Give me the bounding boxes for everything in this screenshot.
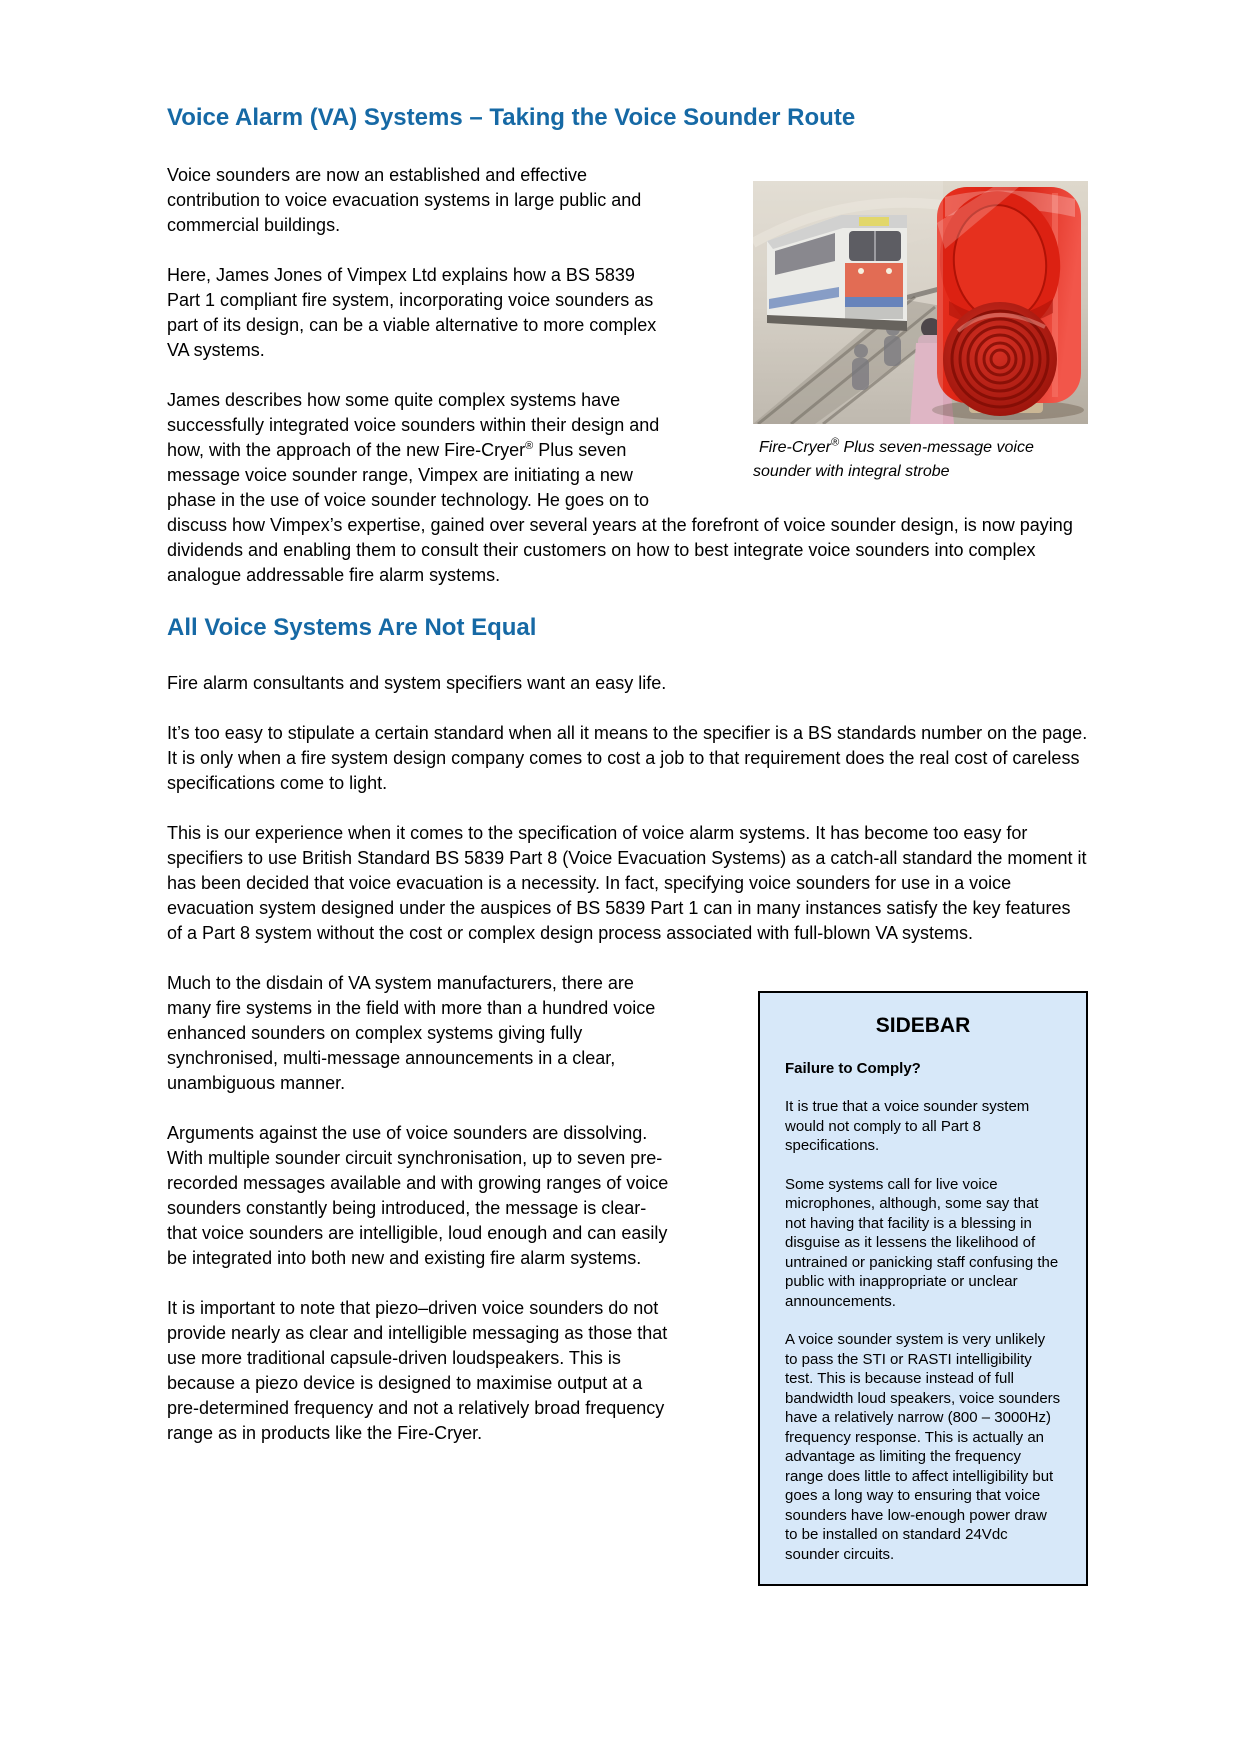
paragraph-9: It is important to note that piezo–driven voice sounders do not provide nearly as clear and intelligible messaging as those that use more traditional capsule-driven loudspeakers. This is because a piezo device is designed to maximise output at a pre-determined frequency and not a relatively broad frequency range as in products like the Fire-Cryer. — [167, 1298, 668, 1443]
station-sounder-illustration — [753, 181, 1088, 424]
paragraph-4: Fire alarm consultants and system specifiers want an easy life. — [167, 673, 667, 693]
article-title: Voice Alarm (VA) Systems – Taking the Voice Sounder Route — [167, 104, 856, 131]
paragraph-8: Arguments against the use of voice sounders are dissolving. With multiple sounder circuit synchronisation, up to seven pre-recorded messages available and with growing ranges of voice sounders constantly being introduced, the message is clear-that voice sounders are intelligible, loud enough and can easily be integrated into both new and existing fire alarm systems. — [167, 1123, 669, 1268]
sidebar-paragraph-1: It is true that a voice sounder system would not comply to all Part 8 specifications. — [785, 1098, 1030, 1154]
caption-brand: Fire-Cryer — [759, 439, 831, 456]
article-figure — [753, 181, 1088, 484]
registered-mark: ® — [525, 440, 534, 452]
paragraph-2: Here, James Jones of Vimpex Ltd explains how a BS 5839 Part 1 compliant fire system, incorporating voice sounders as part of its design, can be a viable alternative to more complex VA systems. — [167, 265, 657, 360]
sidebar-paragraph-2: Some systems call for live voice microphones, although, some say that not having that facility is a blessing in disguise as it lessens the likelihood of untrained or panicking staff confusing the public with inappropriate or unclear announcements. — [785, 1175, 1059, 1310]
caption-text: Plus seven-message voice sounder with integral strobe — [753, 439, 1034, 480]
paragraph-7: Much to the disdain of VA system manufacturers, there are many fire systems in the field with more than a hundred voice enhanced sounders on complex systems giving fully synchronised, multi-message announcements in a clear, unambiguous manner. — [167, 973, 656, 1093]
sidebar-paragraph-3: A voice sounder system is very unlikely to pass the STI or RASTI intelligibility test. This is because instead of full bandwidth loud speakers, voice sounders have a relatively narrow (800 – 3000Hz) frequency response. This is actually an advantage as limiting the frequency range does little to affect intelligibility but goes a long way to ensuring that voice sounders have low-enough power draw to be installed on standard 24Vdc sounder circuits. — [785, 1331, 1061, 1563]
paragraph-6: This is our experience when it comes to the specification of voice alarm systems. It has become too easy for specifiers to use British Standard BS 5839 Part 8 (Voice Evacuation Systems) as a catch-all standard the moment it has been decided that voice evacuation is a necessity. In fact, specifying voice sounders for use in a voice evacuation system designed under the auspices of BS 5839 Part 1 can in many instances satisfy the key features of a Part 8 system without the cost or complex design process associated with full-blown VA systems. — [167, 823, 1087, 943]
photo-voice-sounder — [932, 184, 1084, 420]
section-heading: All Voice Systems Are Not Equal — [167, 614, 537, 641]
paragraph-5: It’s too easy to stipulate a certain standard when all it means to the specifier is a BS standards number on the page. It is only when a fire system design company comes to cost a job to that requirement does the real cost of careless specifications come to light. — [167, 723, 1088, 793]
paragraph-1: Voice sounders are now an established and effective contribution to voice evacuation systems in large public and commercial buildings. — [167, 165, 642, 235]
photo-caption — [753, 436, 1088, 484]
caption-registered-mark: ® — [831, 436, 840, 449]
sidebar-subtitle: Failure to Comply? — [785, 1060, 921, 1077]
sidebar-box — [758, 991, 1088, 1586]
paragraph-3-text: James describes how some quite complex systems have successfully integrated voice sounders within their design and how, with the approach of the new Fire-Cryer — [167, 390, 660, 460]
paragraph-3-text-cont: Plus seven message voice sounder range, Vimpex are initiating a new phase in the use of voice sounder technology. He goes on to discuss how Vimpex’s expertise, gained over several years at the forefront of voice sounder design, is now paying dividends and enabling them to consult their customers on how to best integrate voice sounders into complex analogue addressable fire alarm systems. — [167, 440, 1073, 585]
sidebar-title: SIDEBAR — [875, 1014, 971, 1037]
article-photo — [753, 181, 1088, 424]
